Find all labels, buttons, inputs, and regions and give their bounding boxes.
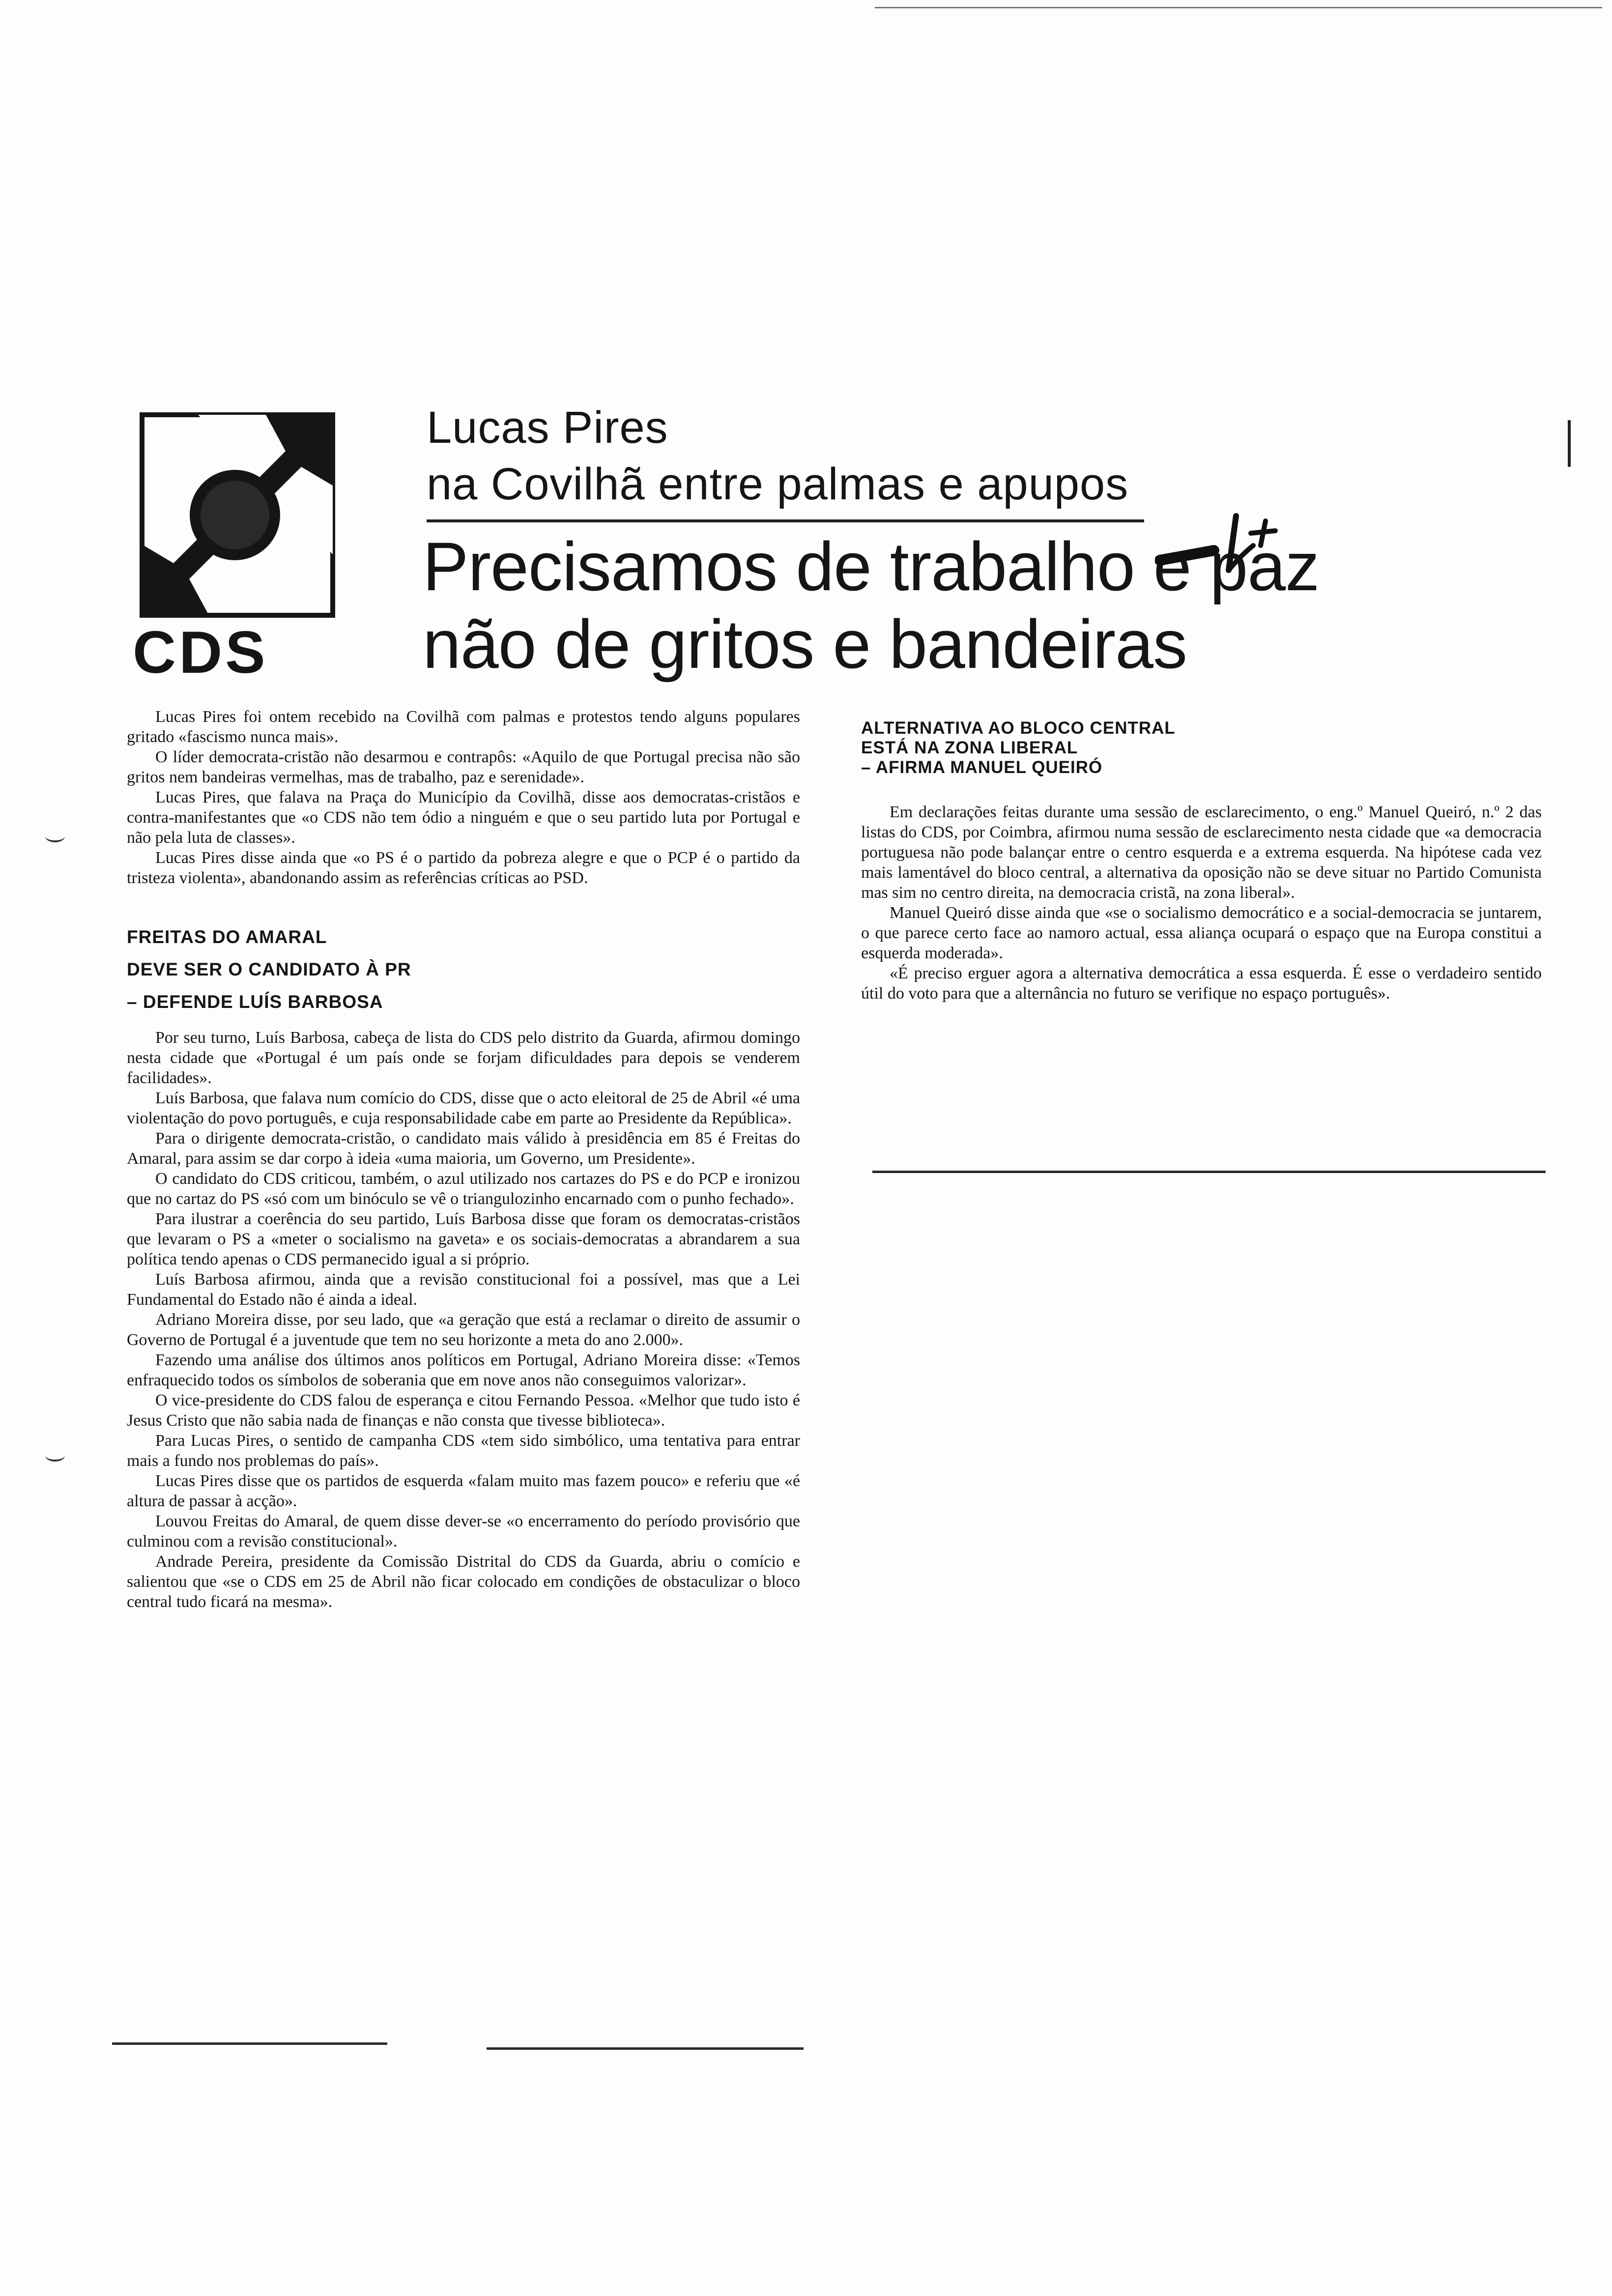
body-paragraph: O candidato do CDS criticou, também, o azul utilizado nos cartazes do PS e do PCP e ironizou que no cartaz do PS «só com um binóculo se vê o triangulozinho encarnado com o punho fechado». <box>127 1170 800 1208</box>
left-column <box>127 707 800 1612</box>
body-paragraph: Manuel Queiró disse ainda que «se o socialismo democrático e a social-democracia se juntarem, o que parece certo face ao namoro actual, essa aliança ocupará o espaço que na Europa constitui a esquerda moderada». <box>861 904 1542 962</box>
margin-mark <box>1568 420 1571 467</box>
kicker-rule <box>427 519 1144 522</box>
subhead-line: ESTÁ NA ZONA LIBERAL <box>861 738 1078 757</box>
subhead-queiro <box>861 718 1542 777</box>
body-paragraph: O vice-presidente do CDS falou de esperança e citou Fernando Pessoa. «Melhor que tudo isto é Jesus Cristo que não sabia nada de finanças e não consta que tivesse biblioteca». <box>127 1391 800 1430</box>
headline-line-2: não de gritos e bandeiras <box>423 605 1187 683</box>
intro-paragraph: O líder democrata-cristão não desarmou e contrapôs: «Aquilo de que Portugal precisa não são gritos nem bandeiras vermelhas, mas de trabalho, paz e serenidade». <box>127 748 800 786</box>
body-paragraph: Para ilustrar a coerência do seu partido, Luís Barbosa disse que foram os democratas-cristãos que levaram o PS a «meter o socialismo na gaveta» e os sociais-democratas a abrandarem a sua política tendo apenas o CDS permanecido igual a si próprio. <box>127 1210 800 1268</box>
body-paragraph: Fazendo uma análise dos últimos anos políticos em Portugal, Adriano Moreira disse: «Temos enfraquecido todos os símbolos de soberania que em nove anos não conseguimos valorizar». <box>127 1351 800 1389</box>
kicker-line-2: na Covilhã entre palmas e apupos <box>427 459 1129 509</box>
subhead-line: ALTERNATIVA AO BLOCO CENTRAL <box>861 718 1176 738</box>
subhead-line: DEVE SER O CANDIDATO À PR <box>127 959 411 979</box>
body-paragraph: «É preciso erguer agora a alternativa democrática a essa esquerda. É esse o verdadeiro sentido útil do voto para que a alternância no futuro se verifique no espaço português». <box>861 964 1542 1003</box>
logo-text: CDS <box>133 619 268 686</box>
headline-line-1: Precisamos de trabalho e paz <box>423 528 1320 605</box>
body-paragraph: Luís Barbosa, que falava num comício do CDS, disse que o acto eleitoral de 25 de Abril «é uma violentação do povo português, e cuja responsabilidade cabe em parte ao Presidente da República». <box>127 1089 800 1127</box>
subhead-freitas <box>127 926 800 1013</box>
intro-paragraph: Lucas Pires disse ainda que «o PS é o partido da pobreza alegre e que o PCP é o partido da tristeza violenta», abandonando assim as referências críticas ao PSD. <box>127 849 800 887</box>
intro-paragraph: Lucas Pires, que falava na Praça do Município da Covilhã, disse aos democratas-cristãos e contra-manifestantes que «o CDS não tem ódio a ninguém e que o seu partido luta por Portugal e não pela luta de classes». <box>127 788 800 847</box>
body-paragraph: Lucas Pires disse que os partidos de esquerda «falam muito mas fazem pouco» e referiu que «é altura de passar à acção». <box>127 1472 800 1510</box>
body-paragraph: Por seu turno, Luís Barbosa, cabeça de lista do CDS pelo distrito da Guarda, afirmou domingo nesta cidade que «Portugal é um país onde se forjam dificuldades para depois se venderem facilidades». <box>127 1029 800 1087</box>
top-scan-rule <box>875 7 1602 8</box>
subhead-line: FREITAS DO AMARAL <box>127 927 327 947</box>
body-paragraph: Louvou Freitas do Amaral, de quem disse dever-se «o encerramento do período provisório que culminou com a revisão constitucional». <box>127 1512 800 1550</box>
left-column-end-rule-b <box>487 2047 804 2050</box>
intro-paragraph: Lucas Pires foi ontem recebido na Covilhã com palmas e protestos tendo alguns populares gritado «fascismo nunca mais». <box>127 708 800 746</box>
body-paragraph: Luís Barbosa afirmou, ainda que a revisão constitucional foi a possível, mas que a Lei Fundamental do Estado não é ainda a ideal. <box>127 1270 800 1309</box>
kicker-line-1: Lucas Pires <box>427 402 668 453</box>
cds-logo <box>139 412 336 618</box>
handwritten-mark <box>1155 487 1342 600</box>
subhead-line: – DEFENDE LUÍS BARBOSA <box>127 992 383 1012</box>
margin-mark <box>45 1450 65 1462</box>
body-paragraph: Em declarações feitas durante uma sessão de esclarecimento, o eng.º Manuel Queiró, n.º 2 das listas do CDS, por Coimbra, afirmou numa sessão de esclarecimento nesta cidade que «a democracia portuguesa não pode balançar entre o centro esquerda e a extrema esquerda. Na hipótese cada vez mais lamentável do bloco central, a alternativa da oposição não se deve situar no Partido Comunista mas sim no centro direita, na democracia cristã, na zona liberal». <box>861 803 1542 902</box>
body-paragraph: Adriano Moreira disse, por seu lado, que «a geração que está a reclamar o direito de assumir o Governo de Portugal é a juventude que tem no seu horizonte a meta do ano 2.000». <box>127 1311 800 1349</box>
body-paragraph: Para o dirigente democrata-cristão, o candidato mais válido à presidência em 85 é Freitas do Amaral, para assim se dar corpo à ideia «uma maioria, um Governo, um Presidente». <box>127 1129 800 1168</box>
right-column-end-rule <box>872 1171 1546 1173</box>
body-paragraph: Andrade Pereira, presidente da Comissão Distrital do CDS da Guarda, abriu o comício e salientou que «se o CDS em 25 de Abril não ficar colocado em condições de obstaculizar o bloco central tudo ficará na mesma». <box>127 1552 800 1611</box>
right-column <box>861 718 1542 1004</box>
margin-mark <box>45 831 65 842</box>
left-column-end-rule-a <box>112 2042 387 2045</box>
body-paragraph: Para Lucas Pires, o sentido de campanha CDS «tem sido simbólico, uma tentativa para entrar mais a fundo nos problemas do país». <box>127 1432 800 1470</box>
subhead-line: – AFIRMA MANUEL QUEIRÓ <box>861 758 1103 777</box>
